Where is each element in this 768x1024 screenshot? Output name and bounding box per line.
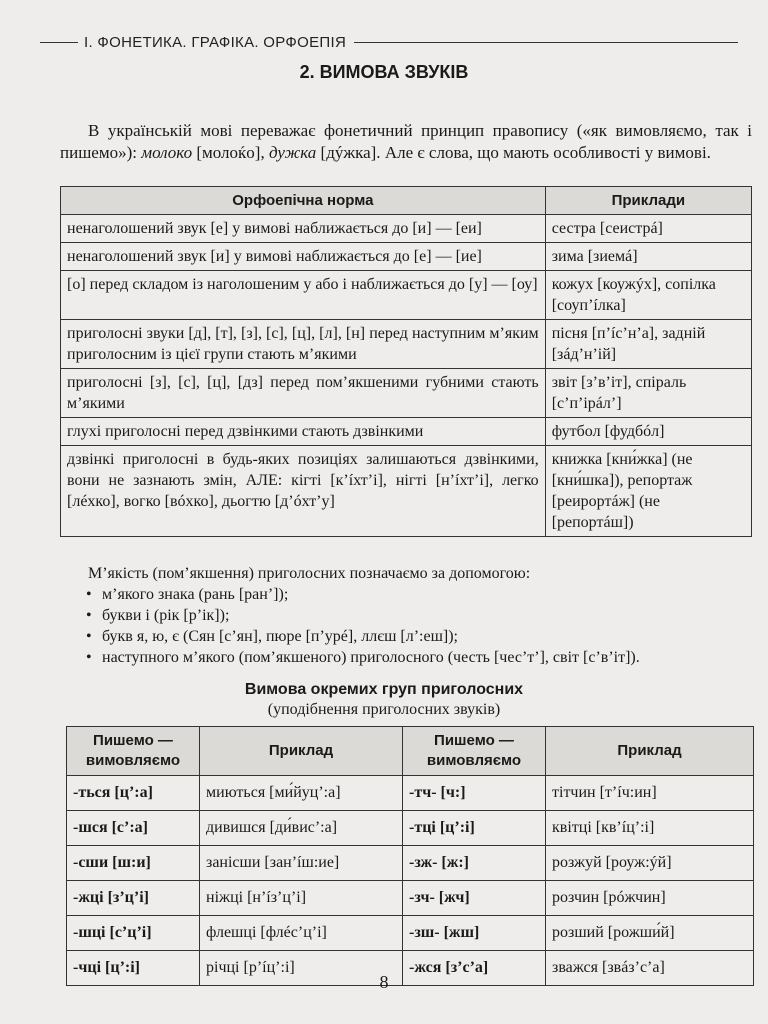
running-header [40, 30, 738, 54]
table-row [61, 215, 752, 243]
table-row [67, 881, 754, 916]
softness-intro: М’якість (пом’якшення) приголосних позначаємо за допомогою: [88, 565, 531, 582]
spelling-cell: -шці [с’ц’і] [67, 916, 200, 951]
table-row [67, 776, 754, 811]
spelling-cell: -зж- [ж:] [403, 846, 546, 881]
spelling-cell: -шся [с’:а] [67, 811, 200, 846]
spelling-cell: -чці [ц’:і] [67, 951, 200, 986]
orthoepic-norms-table [60, 186, 752, 537]
list-item: • м’якого знака (рань [ран’]); [102, 584, 752, 605]
table-row [67, 811, 754, 846]
norm-rule: глухі приголосні перед дзвінкими стають дзвінкими [61, 418, 546, 446]
intro-example-2-word: дужка [268, 143, 317, 162]
example-cell: розжуй [роуж:ýй] [546, 846, 754, 881]
example-cell: річці [р’íц’:і] [200, 951, 403, 986]
example-cell: розчин [рóжчин] [546, 881, 754, 916]
norm-example: футбол [фудбóл] [545, 418, 751, 446]
example-cell: миються [ми́йуц’:а] [200, 776, 403, 811]
table-row [61, 243, 752, 271]
table-row [61, 418, 752, 446]
groups-table-title: Вимова окремих груп приголосних [244, 681, 524, 698]
norm-example: кожух [коужýх], сопілка [соуп’íлка] [545, 271, 751, 320]
norm-rule: приголосні [з], [с], [ц], [дз] перед пом’якшеними губними стають м’якими [61, 369, 546, 418]
example-cell: розший [рожши́й] [546, 916, 754, 951]
intro-text-2: Але є слова, що мають особливості у вимові. [384, 143, 711, 162]
section-title: І. ФОНЕТИКА. ГРАФІКА. ОРФОЕПІЯ [84, 33, 347, 51]
column-header-example: Приклад [546, 727, 754, 776]
table-row [67, 846, 754, 881]
example-cell: тітчин [т’íч:ин] [546, 776, 754, 811]
table-row [61, 369, 752, 418]
example-cell: флешці [флéс’ц’і] [200, 916, 403, 951]
example-cell: ніжці [н’íз’ц’і] [200, 881, 403, 916]
norm-example: сестра [сеистрá] [545, 215, 751, 243]
example-cell: занісши [зан’íш:ие] [200, 846, 403, 881]
example-cell: квітці [кв’íц’:і] [546, 811, 754, 846]
table-header-row [61, 187, 752, 215]
spelling-cell: -жся [з’с’а] [403, 951, 546, 986]
table-row [61, 271, 752, 320]
norm-rule: ненаголошений звук [и] у вимові наближається до [е] — [ие] [61, 243, 546, 271]
norm-example: звіт [з’в’іт], спіраль [с’п’ірáл’] [545, 369, 751, 418]
table-header-row [67, 727, 754, 776]
table-row [67, 916, 754, 951]
list-item: • наступного м’якого (пом’якшеного) приголосного (честь [чес’т’], світ [с’в’іт]). [102, 647, 752, 668]
list-item: • букви і (рік [р’ік]); [102, 605, 752, 626]
groups-table-heading [0, 680, 768, 720]
intro-example-1-transcription: [молоќо], [192, 143, 269, 162]
norm-example: книжка [кни́жка] (не [кни́шка]), репортаж [реирортáж] (не [репортáш]) [545, 446, 751, 537]
spelling-cell: -зч- [жч] [403, 881, 546, 916]
spelling-cell: -жці [з’ц’і] [67, 881, 200, 916]
spelling-cell: -тч- [ч:] [403, 776, 546, 811]
column-header-write-pronounce: Пишемо — вимовляємо [67, 727, 200, 776]
example-cell: зважся [звáз’с’а] [546, 951, 754, 986]
intro-text-1: В українській мові переважає фонетичний принцип правопису («як вимовляємо, так і пишемо»): [60, 121, 752, 162]
norm-rule: дзвінкі приголосні в будь-яких позиціях залишаються дзвінкими, вони не зазнають змін, АЛЕ: кігті [к’íхт’і], нігті [н’íхт’і], легко [лéхко], вогко [вóхко], дьогтю [д’óхт’у] [61, 446, 546, 537]
spelling-cell: -тці [ц’:і] [403, 811, 546, 846]
norm-rule: ненаголошений звук [е] у вимові наближається до [и] — [еи] [61, 215, 546, 243]
list-item: • букв я, ю, є (Сян [с’ян], пюре [п’урé], ллєш [л’:еш]); [102, 626, 752, 647]
spelling-cell: -сши [ш:и] [67, 846, 200, 881]
spelling-cell: -ться [ц’:а] [67, 776, 200, 811]
example-cell: дивишся [ди́вис’:а] [200, 811, 403, 846]
table-row [61, 446, 752, 537]
column-header-examples: Приклади [545, 187, 751, 215]
intro-example-1-word: молоко [141, 143, 193, 162]
norm-rule: [о] перед складом із наголошеним у або і наближається до [у] — [оу] [61, 271, 546, 320]
softness-section [60, 563, 752, 668]
column-header-norm: Орфоепічна норма [61, 187, 546, 215]
norm-example: зима [зиемá] [545, 243, 751, 271]
intro-example-2-transcription: [дýжка]. [316, 143, 385, 162]
header-rule-right [354, 42, 738, 43]
page-number: 8 [379, 972, 389, 992]
header-rule-left [40, 42, 78, 43]
column-header-example: Приклад [200, 727, 403, 776]
table-row [61, 320, 752, 369]
norm-rule: приголосні звуки [д], [т], [з], [с], [ц], [л], [н] перед наступним м’яким приголосним із цієї групи стають м’якими [61, 320, 546, 369]
spelling-cell: -зш- [жш] [403, 916, 546, 951]
norm-example: пісня [п’íс’н’а], задній [зáд’н’ій] [545, 320, 751, 369]
page-title: 2. ВИМОВА ЗВУКІВ [299, 62, 469, 82]
groups-table-subtitle: (уподібнення приголосних звуків) [267, 701, 501, 718]
consonant-groups-table [66, 726, 754, 986]
softness-list [60, 584, 752, 668]
column-header-write-pronounce: Пишемо — вимовляємо [403, 727, 546, 776]
intro-paragraph [60, 120, 752, 164]
